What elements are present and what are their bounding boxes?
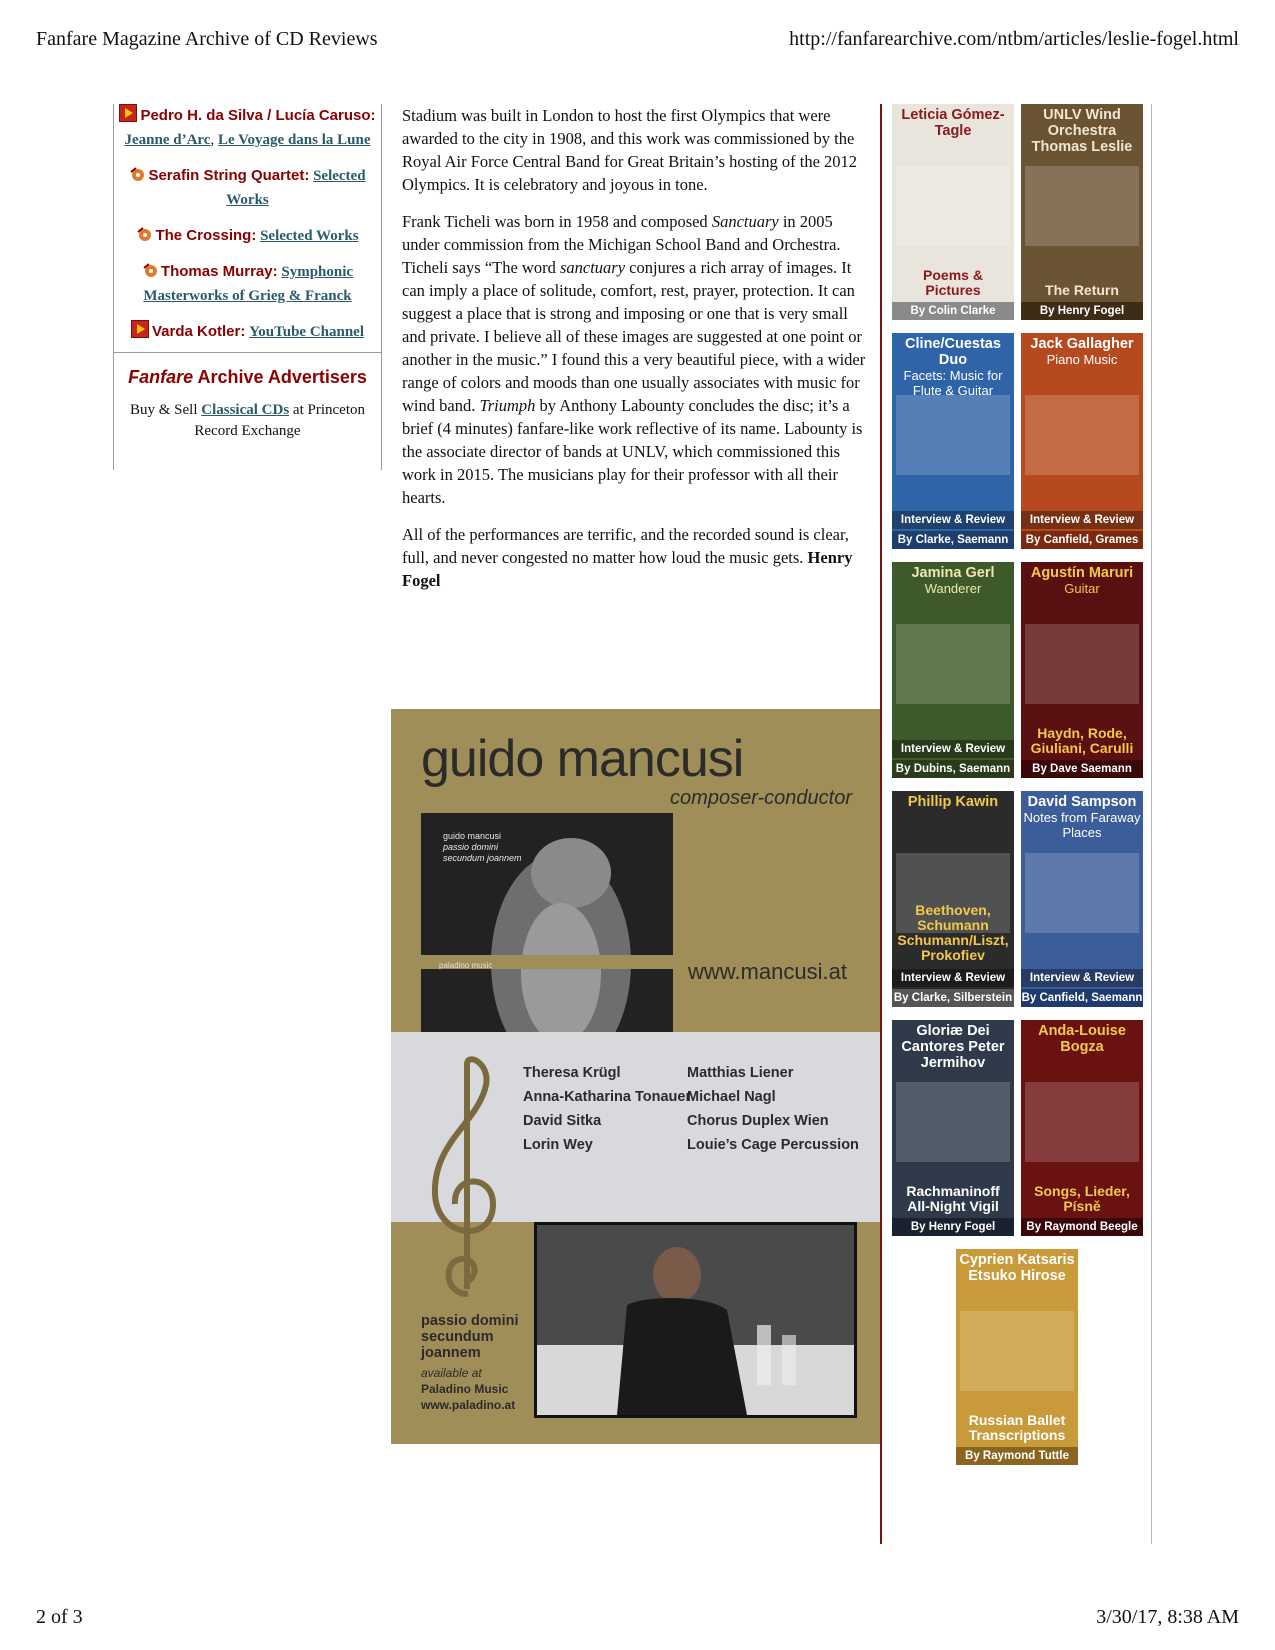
sidebar-item-name: Pedro H. da Silva / Lucía Caruso: [140,107,376,124]
print-header-url: http://fanfarearchive.com/ntbm/articles/leslie-fogel.html [789,28,1239,50]
sidebar-divider [114,352,381,353]
treble-clef-icon [423,1054,503,1304]
advertisers-title-italic: Fanfare [128,367,194,387]
sidebar-item-the-crossing [114,224,381,248]
work-title-line: secundum [421,1329,494,1345]
sidebar-item-pedro-da-silva [114,104,381,152]
review-card-cover-art [1025,166,1139,246]
interview-review-label: Interview & Review [1021,969,1143,987]
sidebar-item-name: Thomas Murray: [160,263,278,280]
review-card-cover-art [1025,624,1139,704]
review-card[interactable] [1021,562,1143,778]
review-card-title: Jamina Gerl [911,565,995,581]
performer: Anna-Katharina Tonauer [523,1089,692,1105]
interview-review-label: Interview & Review [1021,511,1143,529]
review-card-title: Leticia Gómez-Tagle [901,107,1005,139]
sidebar-item-thomas-murray [114,260,381,308]
play-icon [119,104,137,122]
article-author: Henry Fogel [402,548,853,590]
review-card-album-title: Poems & Pictures [923,267,983,298]
review-card-title: Phillip Kawin [907,794,999,810]
cover-title-line: passio domini [443,842,499,852]
performers-right-col [687,1061,859,1157]
review-card[interactable] [1021,791,1143,1007]
review-card-byline: By Dave Saemann [1021,760,1143,778]
sidebar-item-varda-kotler [114,320,381,344]
sidebar-link-voyage-lune[interactable]: Le Voyage dans la Lune [217,132,371,148]
review-card[interactable] [1021,1020,1143,1236]
review-card-byline: By Colin Clarke [892,302,1014,320]
review-card-title: Gloriæ Dei Cantores Peter Jermihov [901,1023,1005,1071]
performer: Theresa Krügl [523,1065,621,1081]
review-card[interactable] [956,1249,1078,1465]
text-run: in 2005 under commission from the Michigan School Band and Orchestra. Ticheli says “The word [402,212,841,277]
work-title-line: joannem [421,1345,481,1361]
review-card-album-title: Songs, Lieder, Písně [1034,1183,1130,1214]
review-card-subtitle: Piano Music [1046,352,1118,367]
print-footer [36,1606,1239,1630]
ad-composer-name: guido mancusi [421,730,744,788]
review-card[interactable] [1021,104,1143,320]
ad-website-url[interactable]: www.mancusi.at [688,959,847,984]
advertisers-text [114,400,381,442]
interview-review-label: Interview & Review [892,511,1014,529]
review-card-subtitle: Facets: Music for Flute & Guitar [903,368,1003,398]
ad-cover-label: paladino music [439,961,493,970]
sidebar-link-serafin-works[interactable]: Selected Works [226,168,366,208]
review-card-byline: By Raymond Beegle [1021,1218,1143,1236]
sidebar-link-jeanne-darc[interactable]: Jeanne d’Arc [124,132,211,148]
review-card-byline: By Henry Fogel [892,1218,1014,1236]
review-card-title: Cline/Cuestas Duo [905,336,1001,368]
interview-review-label: Interview & Review [892,969,1014,987]
composer-photo-illustration [537,1225,854,1415]
play-icon [131,320,149,338]
review-card-byline: By Raymond Tuttle [956,1447,1078,1465]
performers-left-col [523,1061,691,1157]
review-card-cover-art [896,624,1010,704]
review-card-cover-art [896,166,1010,246]
ad-cover-title [443,831,522,864]
ad-album-cover [421,813,673,1061]
ad-composer-role: composer-conductor [670,787,852,809]
review-card-album-title: Russian Ballet Transcriptions [968,1412,1066,1443]
page-number: 2 of 3 [36,1606,83,1628]
article-body [402,104,870,606]
text-run: Frank Ticheli was born in 1958 and composed [402,212,712,231]
review-card-subtitle: Notes from Faraway Places [1023,810,1141,840]
review-card-title: Agustín Maruri [1030,565,1134,581]
sidebar-item-serafin [114,164,381,212]
article-paragraph-3 [402,523,870,592]
review-card-byline: By Dubins, Saemann [892,760,1014,778]
advertisers-title-rest: Archive Advertisers [193,367,367,387]
review-card[interactable] [892,104,1014,320]
review-card[interactable] [892,791,1014,1007]
work-title-line: passio domini [421,1313,519,1329]
review-card-byline: By Canfield, Grames [1021,531,1143,549]
sidebar-item-name: Serafin String Quartet: [148,167,310,184]
review-card-album-title: The Return [1045,282,1119,298]
text-run: by Anthony Labounty concludes the disc; it’s a brief (4 minutes) fanfare-like work reflective of its name. Labounty is the associate director of bands at UNLV, which commissioned this work in 2015. The musicians play for their professor with all their hearts. [402,396,863,507]
advertisers-text-before: Buy & Sell [129,402,202,418]
review-card-cover-art [1025,1082,1139,1162]
review-card-album-title: Rachmaninoff All-Night Vigil [906,1183,1000,1214]
sidebar-item-name: The Crossing: [155,227,257,244]
sidebar-link-grieg-franck[interactable]: Symphonic Masterworks of Grieg & Franck [143,264,354,304]
article-paragraph-1: Stadium was built in London to host the first Olympics that were awarded to the city in 1908, and this work was commissioned by the Royal Air Force Central Band for Great Britain’s hosting of the 2012 Olympics. It is celebratory and joyous in tone. [402,106,858,194]
review-card[interactable] [892,562,1014,778]
ad-availability [421,1365,515,1413]
cover-title-line: guido mancusi [443,831,502,841]
label-name: Paladino Music [421,1382,509,1396]
disc-icon [129,166,145,182]
review-card-subtitle: Guitar [1064,581,1100,596]
review-card-title: Jack Gallagher [1030,336,1134,352]
review-card-title: UNLV Wind Orchestra Thomas Leslie [1031,107,1133,155]
review-card-album-title: Beethoven, Schumann Schumann/Liszt, Prokofiev [897,902,1009,963]
print-timestamp: 3/30/17, 8:38 AM [1096,1606,1239,1628]
review-card-album-title: Haydn, Rode, Giuliani, Carulli [1030,725,1134,756]
review-card-byline: By Canfield, Saemann [1021,989,1143,1007]
print-header-title: Fanfare Magazine Archive of CD Reviews [36,28,378,50]
review-card-cover-art [1025,395,1139,475]
performer: Lorin Wey [523,1137,593,1153]
interview-review-label: Interview & Review [892,740,1014,758]
disc-icon [142,262,158,278]
review-card-cover-art [896,395,1010,475]
mancusi-advertisement[interactable] [391,709,882,1444]
performer: Chorus Duplex Wien [687,1113,829,1129]
print-header [36,28,1239,52]
article-paragraph-2 [402,210,870,509]
sidebar-link-crossing-works[interactable]: Selected Works [260,228,359,244]
review-card-byline: By Clarke, Silberstein [892,989,1014,1007]
italic-title: Sanctuary [711,212,779,231]
review-card-title: Anda-Louise Bogza [1038,1023,1126,1055]
performer: Matthias Liener [687,1065,794,1081]
review-card-title: David Sampson [1027,794,1137,810]
italic-word: sanctuary [559,258,626,277]
review-card[interactable] [892,333,1014,549]
sidebar-link-youtube-channel[interactable]: YouTube Channel [249,324,365,340]
review-card[interactable] [892,1020,1014,1236]
text-run: All of the performances are terrific, and the recorded sound is clear, full, and never congested no matter how loud the music gets. [402,525,849,567]
disc-icon [136,226,152,242]
review-card-title: Cyprien Katsaris Etsuko Hirose [959,1252,1075,1284]
performer: Louie’s Cage Percussion [687,1137,859,1153]
classical-cds-link[interactable]: Classical CDs [201,402,290,418]
review-card-cover-art [896,1082,1010,1162]
review-card-byline: By Henry Fogel [1021,302,1143,320]
italic-title: Triumph [479,396,536,415]
available-at-text: available at [421,1366,482,1380]
review-card[interactable] [1021,333,1143,549]
review-card-subtitle: Wanderer [924,581,982,596]
advertisers-text-after: at Princeton Record Exchange [194,402,365,439]
left-sidebar [113,104,382,470]
advertisers-title [114,367,381,388]
review-card-byline: By Clarke, Saemann [892,531,1014,549]
link-separator: , [210,132,218,148]
right-review-column [880,104,1152,1544]
performer: Michael Nagl [687,1089,776,1105]
review-card-cover-art [1025,853,1139,933]
sidebar-item-name: Varda Kotler: [151,323,246,340]
cover-title-line: secundum joannem [443,853,522,863]
ad-work-title [421,1313,519,1361]
label-url[interactable]: www.paladino.at [421,1398,516,1412]
text-run: conjures a rich array of images. It can imply a place of solitude, comfort, rest, prayer, protection. It can suggest a place that is strong and imposing or one that is very small and private. I believe all of these images are suggested at one point or another in the music.” I found this a very beautiful piece, with a wider range of colors and moods than one usually associates with music for wind band. [402,258,866,415]
review-card-cover-art [960,1311,1074,1391]
ad-composer-photo [534,1222,857,1418]
performer: David Sitka [523,1113,602,1129]
